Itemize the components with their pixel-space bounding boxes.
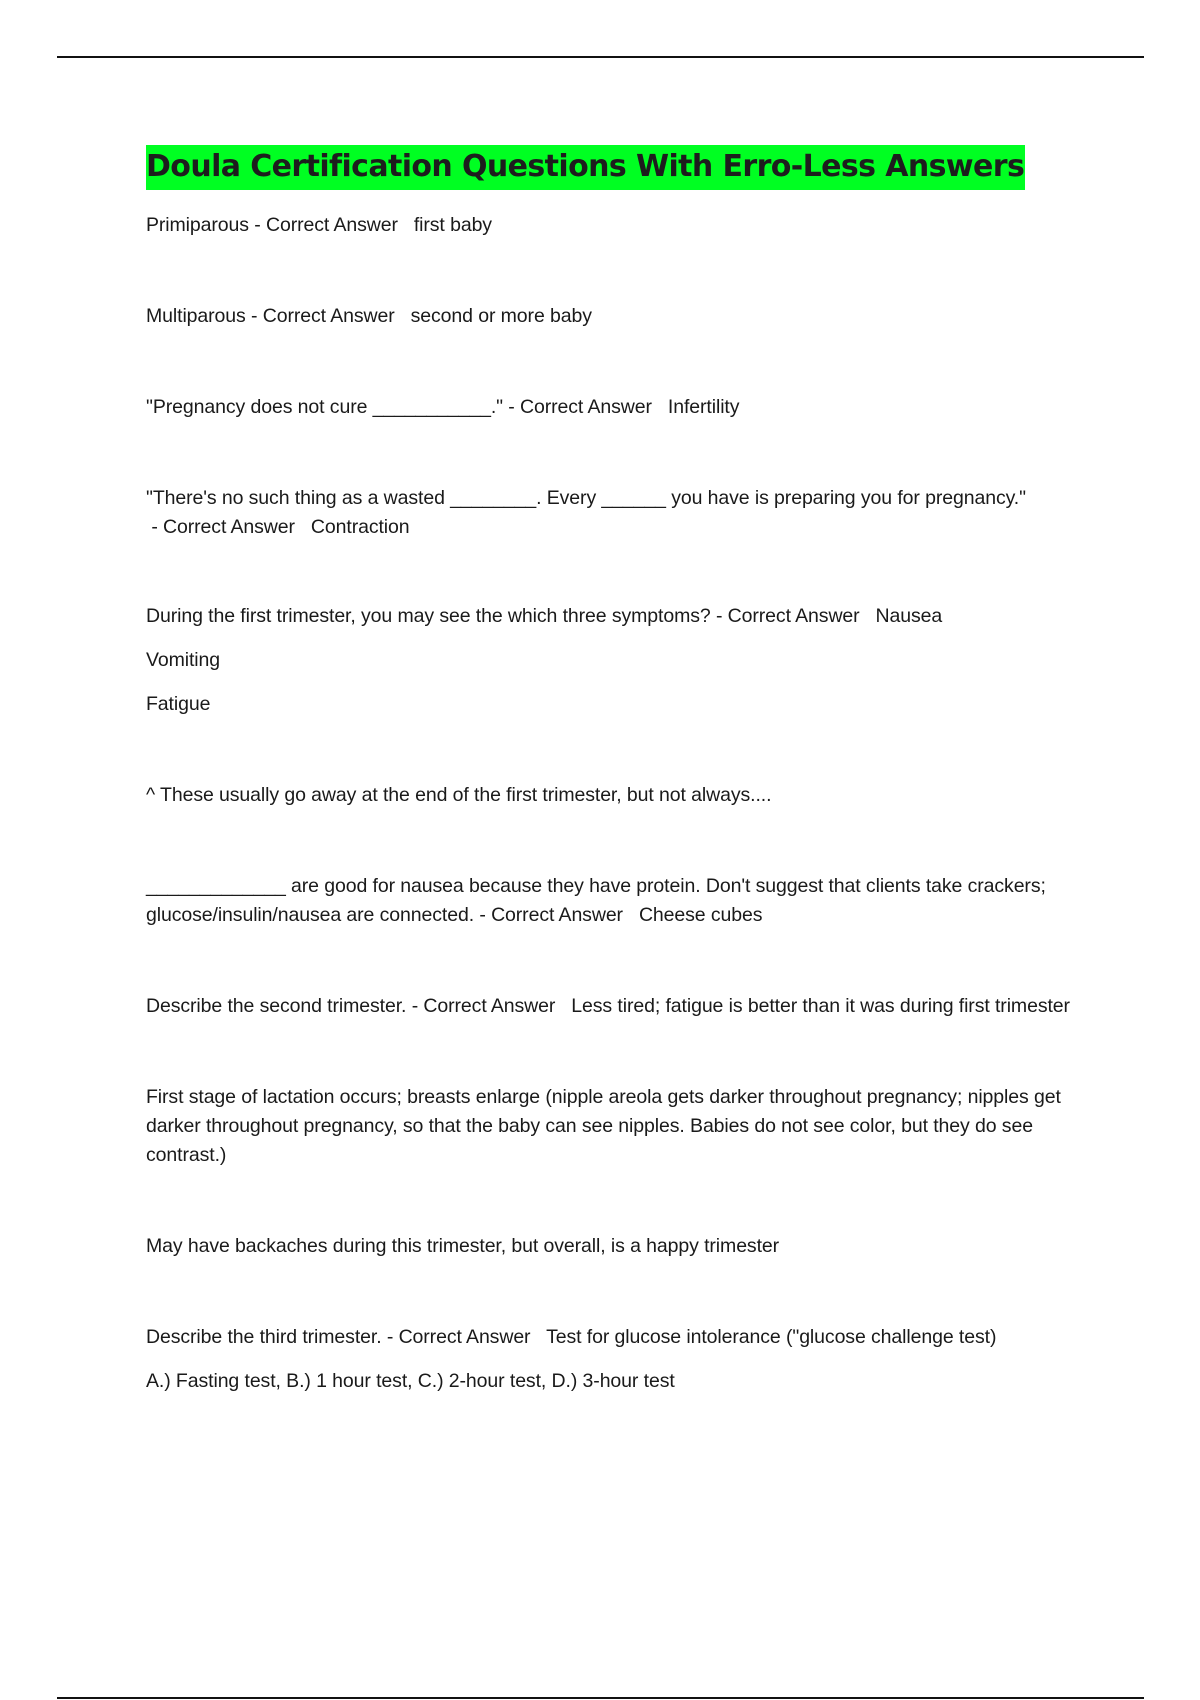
answer-text: first baby: [413, 214, 492, 236]
question-text: Describe the second trimester.: [146, 995, 407, 1017]
answer-label: Correct Answer: [265, 214, 398, 236]
answer-label: Correct Answer: [262, 305, 395, 327]
answer-label: Correct Answer: [491, 904, 623, 926]
question-text: "Pregnancy does not cure ___________.": [146, 396, 503, 418]
question-text: Primiparous: [146, 214, 249, 236]
qa-item-wasted: "There's no such thing as a wasted ________. Every ______ you have is preparing you for pregnancy." - Correct Answer Contraction: [146, 487, 1026, 538]
symptom-fatigue: Fatigue: [146, 693, 211, 715]
document-body: [146, 145, 1081, 1396]
answer-label: Correct Answer: [163, 516, 295, 538]
qa-item-third-trimester: Describe the third trimester. - Correct Answer Test for glucose intolerance ("glucose challenge test): [146, 1326, 997, 1348]
answer-text: Test for glucose intolerance ("glucose challenge test): [546, 1326, 997, 1348]
qa-item-first-trimester: During the first trimester, you may see the which three symptoms? - Correct Answer Nausea: [146, 605, 943, 627]
answer-label: Correct Answer: [423, 995, 556, 1017]
qa-item-pregnancy-cure: "Pregnancy does not cure ___________." - Correct Answer Infertility: [146, 396, 740, 418]
lactation-paragraph: First stage of lactation occurs; breasts enlarge (nipple areola gets darker throughout pregnancy; nipples get darker throughout pregnancy, so that the baby can see nipples. Babies do not see color, but they do see contrast.): [146, 1086, 1061, 1166]
answer-label: Correct Answer: [727, 605, 860, 627]
qa-item-multiparous: Multiparous - Correct Answer second or more baby: [146, 305, 592, 327]
qa-item-second-trimester: Describe the second trimester. - Correct Answer Less tired; fatigue is better than it was during first trimester: [146, 995, 1070, 1017]
question-text: _____________ are good for nausea because they have protein. Don't suggest that clients take crackers; glucose/insulin/nausea are connected.: [146, 875, 1046, 926]
question-text: "There's no such thing as a wasted ________. Every ______ you have is preparing you for pregnancy.": [146, 487, 1026, 509]
backaches-paragraph: May have backaches during this trimester, but overall, is a happy trimester: [146, 1235, 780, 1257]
answer-text: Infertility: [667, 396, 740, 418]
header-rule: [57, 56, 1144, 58]
answer-label: Correct Answer: [520, 396, 652, 418]
question-text: During the first trimester, you may see the which three symptoms?: [146, 605, 711, 627]
first-trimester-note: ^ These usually go away at the end of the first trimester, but not always....: [146, 784, 772, 806]
glucose-tests-list: A.) Fasting test, B.) 1 hour test, C.) 2-hour test, D.) 3-hour test: [146, 1370, 675, 1392]
document-title: Doula Certification Questions With Erro-Less Answers: [146, 145, 1025, 190]
qa-item-primiparous: Primiparous - Correct Answer first baby: [146, 214, 492, 236]
question-text: Describe the third trimester.: [146, 1326, 382, 1348]
answer-label: Correct Answer: [398, 1326, 531, 1348]
footer-rule: [57, 1697, 1144, 1699]
symptom-vomiting: Vomiting: [146, 649, 220, 671]
question-text: Multiparous: [146, 305, 246, 327]
answer-text: Cheese cubes: [638, 904, 763, 926]
answer-text: Contraction: [310, 516, 410, 538]
answer-text: second or more baby: [410, 305, 592, 327]
answer-text: Nausea: [875, 605, 943, 627]
qa-item-nausea-food: _____________ are good for nausea because they have protein. Don't suggest that clients take crackers; glucose/insulin/nausea are connected. - Correct Answer Cheese cubes: [146, 875, 1046, 926]
answer-text: Less tired; fatigue is better than it was during first trimester: [571, 995, 1070, 1017]
